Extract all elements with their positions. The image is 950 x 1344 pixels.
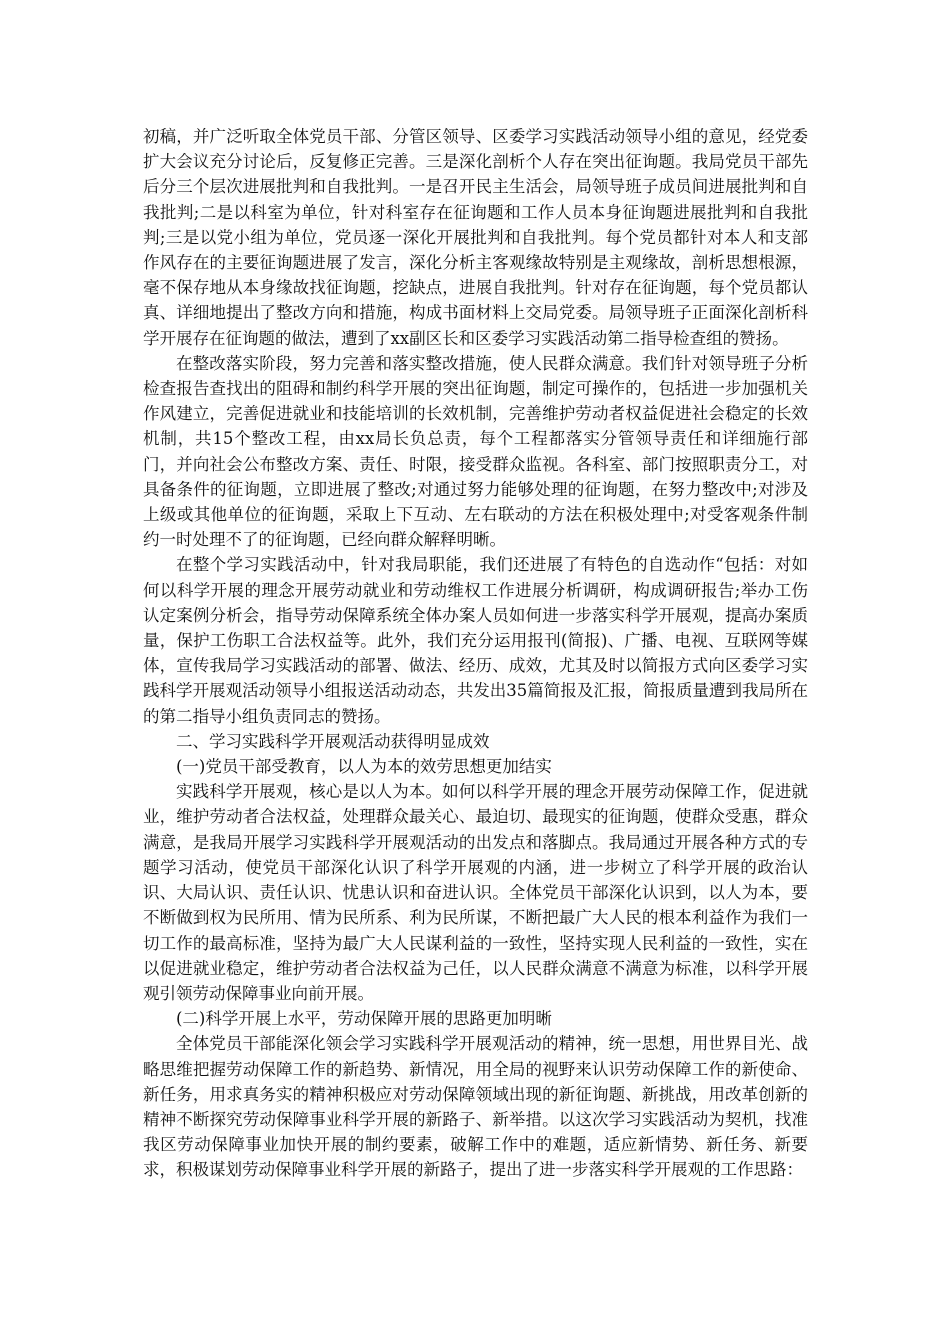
paragraph-self-criticism: 初稿，并广泛听取全体党员干部、分管区领导、区委学习实践活动领导小组的意见，经党委扩大会议充分讨论后，反复修正完善。三是深化剖析个人存在突出征询题。我局党员干部先后分三个层次进展批判和自我批判。一是召开民主生活会，局领导班子成员间进展批判和自我批判;二是以科室为单位，针对科室存在征询题和工作人员本身征询题进展批判和自我批判;三是以党小组为单位，党员逐一深化开展批判和自我批判。每个党员都针对本人和支部作风存在的主要征询题进展了发言，深化分析主客观缘故特别是主观缘故，剖析思想根源，毫不保存地从本身缘故找征询题，挖缺点，进展自我批判。针对存在征询题，每个党员都认真、详细地提出了整改方向和措施，构成书面材料上交局党委。局领导班子正面深化剖析科学开展存在征询题的做法，遭到了xx副区长和区委学习实践活动第二指导检查组的赞扬。 xyxy=(143,127,808,348)
paragraph-work-ideas: 全体党员干部能深化领会学习实践科学开展观活动的精神，统一思想，用世界目光、战略思维把握劳动保障工作的新趋势、新情况，用全局的视野来认识劳动保障工作的新使命、新任务，用求真务实的精神积极应对劳动保障领域出现的新征询题、新挑战，用改革创新的精神不断探究劳动保障事业科学开展的新路子、新举措。以这次学习实践活动为契机，找准我区劳动保障事业加快开展的制约要素，破解工作中的难题，适应新情势、新任务、新要求，积极谋划劳动保障事业科学开展的新路子，提出了进一步落实科学开展观的工作思路： xyxy=(143,1034,808,1180)
paragraph-special-actions: 在整个学习实践活动中，针对我局职能，我们还进展了有特色的自选动作“包括：对如何以科学开展的理念开展劳动就业和劳动维权工作进展分析调研，构成调研报告;举办工伤认定案例分析会，指导劳动保障系统全体办案人员如何进一步落实科学开展观，提高办案质量，保护工伤职工合法权益等。此外，我们充分运用报刊(简报)、广播、电视、互联网等媒体，宣传我局学习实践活动的部署、做法、经历、成效，尤其及时以简报方式向区委学习实践科学开展观活动领导小组报送活动动态，共发出35篇简报及汇报，简报质量遭到我局所在的第二指导小组负责同志的赞扬。 xyxy=(143,555,808,726)
document-body xyxy=(143,124,808,1183)
paragraph-people-oriented: 实践科学开展观，核心是以人为本。如何以科学开展的理念开展劳动保障工作，促进就业，维护劳动者合法权益，处理群众最关心、最迫切、最现实的征询题，使群众受惠，群众满意，是我局开展学习实践科学开展观活动的出发点和落脚点。我局通过开展各种方式的专题学习活动，使党员干部深化认识了科学开展观的内涵，进一步树立了科学开展的政治认识、大局认识、责任认识、忧患认识和奋进认识。全体党员干部深化认识到，以人为本，要不断做到权为民所用、情为民所系、利为民所谋，不断把最广大人民的根本利益作为我们一切工作的最高标准，坚持为最广大人民谋利益的一致性，坚持实现人民利益的一致性，实在以促进就业稳定，维护劳动者合法权益为己任，以人民群众满意不满意为标准，以科学开展观引领劳动保障事业向前开展。 xyxy=(143,782,808,1003)
subheading-education: (一)党员干部受教育，以人为本的效劳思想更加结实 xyxy=(176,757,552,777)
subheading-development-level: (二)科学开展上水平，劳动保障开展的思路更加明晰 xyxy=(176,1009,552,1029)
paragraph-rectification: 在整改落实阶段，努力完善和落实整改措施，使人民群众满意。我们针对领导班子分析检查报告查找出的阻碍和制约科学开展的突出征询题，制定可操作的，包括进一步加强机关作风建立，完善促进就业和技能培训的长效机制，完善维护劳动者权益促进社会稳定的长效机制，共15个整改工程，由xx局长负总责，每个工程都落实分管领导责任和详细施行部门，并向社会公布整改方案、责任、时限，接受群众监视。各科室、部门按照职责分工，对具备条件的征询题，立即进展了整改;对通过努力能够处理的征询题，在努力整改中;对涉及上级或其他单位的征询题，采取上下互动、左右联动的方法在积极处理中;对受客观条件制约一时处理不了的征询题，已经向群众解释明晰。 xyxy=(143,353,808,550)
section-heading-results: 二、学习实践科学开展观活动获得明显成效 xyxy=(176,731,490,751)
